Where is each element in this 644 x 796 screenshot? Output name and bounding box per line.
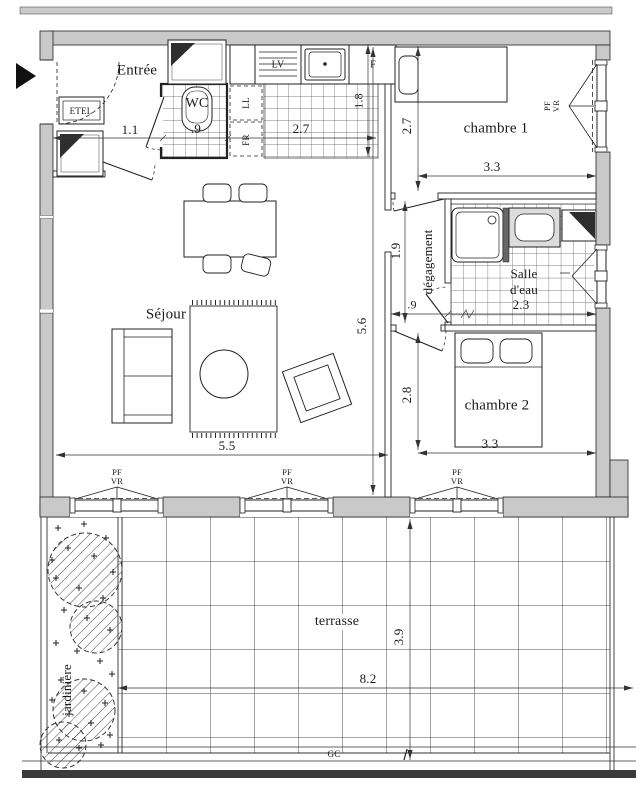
degagement-door-leaf	[394, 199, 444, 211]
dim-sejour-width: 5.5	[218, 438, 236, 453]
window-label-pf: PF	[282, 467, 292, 477]
window-label-chambre2	[451, 468, 463, 486]
shrub-icon	[70, 601, 122, 653]
chair	[203, 184, 231, 202]
dim-degagement-width: .9	[407, 297, 417, 312]
shrub-icon	[48, 533, 122, 607]
dim-chambre2-width: 3.3	[481, 436, 499, 451]
window-label-pf: PF	[542, 101, 552, 111]
room-label-chambre2: chambre 2	[464, 397, 530, 414]
washbasin-icon	[515, 214, 554, 241]
room-label-chambre1: chambre 1	[463, 120, 529, 137]
room-label-salle-eau-2: d'eau	[510, 282, 538, 297]
window-label-sejour-2	[281, 468, 293, 486]
drain-icon	[488, 216, 496, 224]
dim-chambre1-width: 3.3	[483, 159, 501, 174]
bathroom-door-leaf	[426, 294, 448, 323]
window-sejour-2	[240, 487, 333, 517]
window-label-vr: VR	[551, 99, 561, 113]
dim-sejour-depth: 5.6	[354, 317, 369, 335]
dining-table	[184, 201, 276, 257]
window-label-vr: VR	[280, 476, 294, 486]
shower-icon	[452, 208, 503, 262]
entrance-jambs	[40, 60, 53, 124]
equip-label-fr: FR	[241, 134, 251, 146]
window-sejour-1	[70, 487, 163, 517]
equip-label-etel: ETEL	[69, 106, 93, 116]
equip-label-gc: GC	[327, 749, 341, 759]
window-label-sejour-1	[111, 468, 123, 486]
entrance-arrow-icon	[16, 63, 36, 89]
chair	[239, 184, 267, 202]
window-label-pf: PF	[452, 467, 462, 477]
window-chambre1	[569, 60, 608, 152]
window-label-pf: PF	[112, 467, 122, 477]
dim-wc-width: .9	[190, 121, 202, 136]
pillow	[461, 339, 493, 363]
room-label-terrasse: terrasse	[314, 614, 360, 629]
dim-terrasse-depth: 3.9	[391, 628, 406, 646]
bottom-border	[22, 770, 636, 778]
window-label-vr: VR	[110, 476, 124, 486]
side-table	[282, 353, 351, 422]
window-chambre2	[410, 487, 503, 517]
dim-chambre2-depth: 2.8	[399, 386, 414, 404]
bedroom1-furniture	[395, 47, 507, 102]
neighbor-wall	[20, 7, 612, 14]
room-label-degagement: dégagement	[420, 229, 435, 295]
room-label-salle-eau-1: Salle	[510, 266, 538, 281]
dim-chambre1-depth: 2.7	[399, 117, 414, 135]
chair	[203, 255, 231, 273]
room-label-jardiniere: jardinière	[59, 664, 74, 716]
dim-entree-width: 1.1	[121, 122, 139, 137]
terrace-area	[40, 515, 614, 770]
dim-cuisine-width: 2.7	[292, 121, 310, 136]
equip-label-ll: LL	[241, 97, 251, 109]
round-table	[200, 350, 248, 398]
equip-label-lv: LV	[271, 59, 285, 71]
pillow	[399, 56, 418, 94]
bedroom2-furniture	[455, 333, 542, 447]
room-label-entree: Entrée	[116, 62, 158, 79]
room-label-sejour: Séjour	[145, 306, 187, 323]
dim-terrasse-width: 8.2	[359, 671, 377, 686]
equip-label-f: F	[370, 59, 376, 71]
dim-salle-eau-width: 2.3	[512, 297, 530, 312]
room-label-wc: WC	[185, 96, 209, 111]
shower-divider	[503, 208, 509, 262]
window-label-vr: VR	[450, 476, 464, 486]
dim-cuisine-depth: 1.8	[351, 93, 366, 109]
window-label-chambre1	[543, 100, 561, 112]
terrace-tiles	[118, 517, 610, 753]
pillow	[500, 339, 532, 363]
dim-degagement-depth: 1.9	[388, 242, 403, 260]
sejour-door-leaf	[103, 162, 152, 180]
